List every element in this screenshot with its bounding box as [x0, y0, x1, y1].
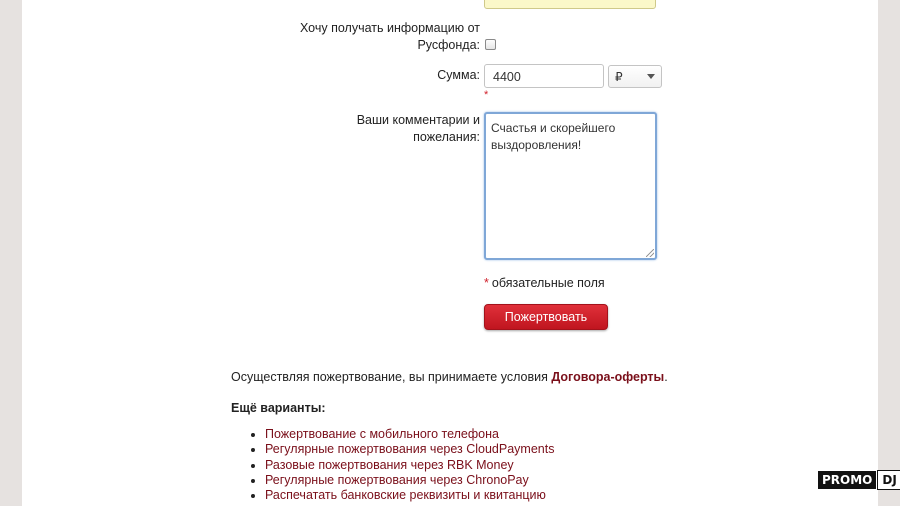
watermark-part2: DJ [877, 470, 900, 490]
offer-contract-link[interactable]: Договора-оферты [551, 370, 665, 384]
subscribe-label-line1: Хочу получать информацию от [299, 21, 480, 35]
resize-grip-icon[interactable] [646, 249, 654, 257]
currency-value: ₽ [615, 70, 623, 84]
list-item [265, 473, 554, 488]
terms-end: . [664, 370, 668, 384]
comments-label [260, 112, 480, 146]
chevron-down-icon [647, 74, 655, 79]
subscribe-label-line2: Русфонда: [417, 38, 480, 52]
amount-input[interactable]: 4400 [484, 64, 604, 88]
chronopay-link[interactable]: Регулярные пожертвования через ChronoPay [265, 472, 529, 487]
terms-text: Осуществляя пожертвование, вы принимаете условия [231, 370, 552, 384]
rbk-money-link[interactable]: Разовые пожертвования через RBK Money [265, 457, 514, 472]
required-fields-note [484, 276, 605, 290]
required-star: * [484, 276, 489, 290]
subscribe-label [260, 20, 480, 54]
required-fields-text: обязательные поля [491, 276, 605, 290]
cloudpayments-link[interactable]: Регулярные пожертвования через CloudPayments [265, 442, 555, 457]
comments-text: Счастья и скорейшего выздоровления! [491, 121, 616, 152]
terms-paragraph [231, 370, 668, 384]
comments-textarea[interactable] [484, 112, 657, 260]
donate-button[interactable]: Пожертвовать [484, 304, 608, 330]
amount-label: Сумма: [437, 68, 480, 82]
promo-dj-watermark [817, 470, 900, 490]
variants-list [265, 427, 554, 503]
amount-required-star: * [484, 89, 489, 101]
subscribe-checkbox[interactable] [485, 39, 496, 50]
comments-label-line2: пожелания: [413, 130, 480, 144]
currency-select[interactable] [608, 65, 662, 88]
watermark-part1: PROMO [817, 470, 877, 490]
list-item [265, 458, 554, 473]
list-item [265, 427, 554, 442]
comments-label-line1: Ваши комментарии и [356, 113, 480, 127]
list-item [265, 488, 554, 503]
previous-field-input[interactable] [484, 0, 656, 9]
variants-title: Ещё варианты: [231, 401, 326, 415]
donation-form-page [22, 0, 878, 506]
list-item [265, 442, 554, 457]
bank-details-link[interactable]: Распечатать банковские реквизиты и квитанцию [265, 488, 546, 503]
mobile-donation-link[interactable]: Пожертвование с мобильного телефона [265, 427, 499, 441]
